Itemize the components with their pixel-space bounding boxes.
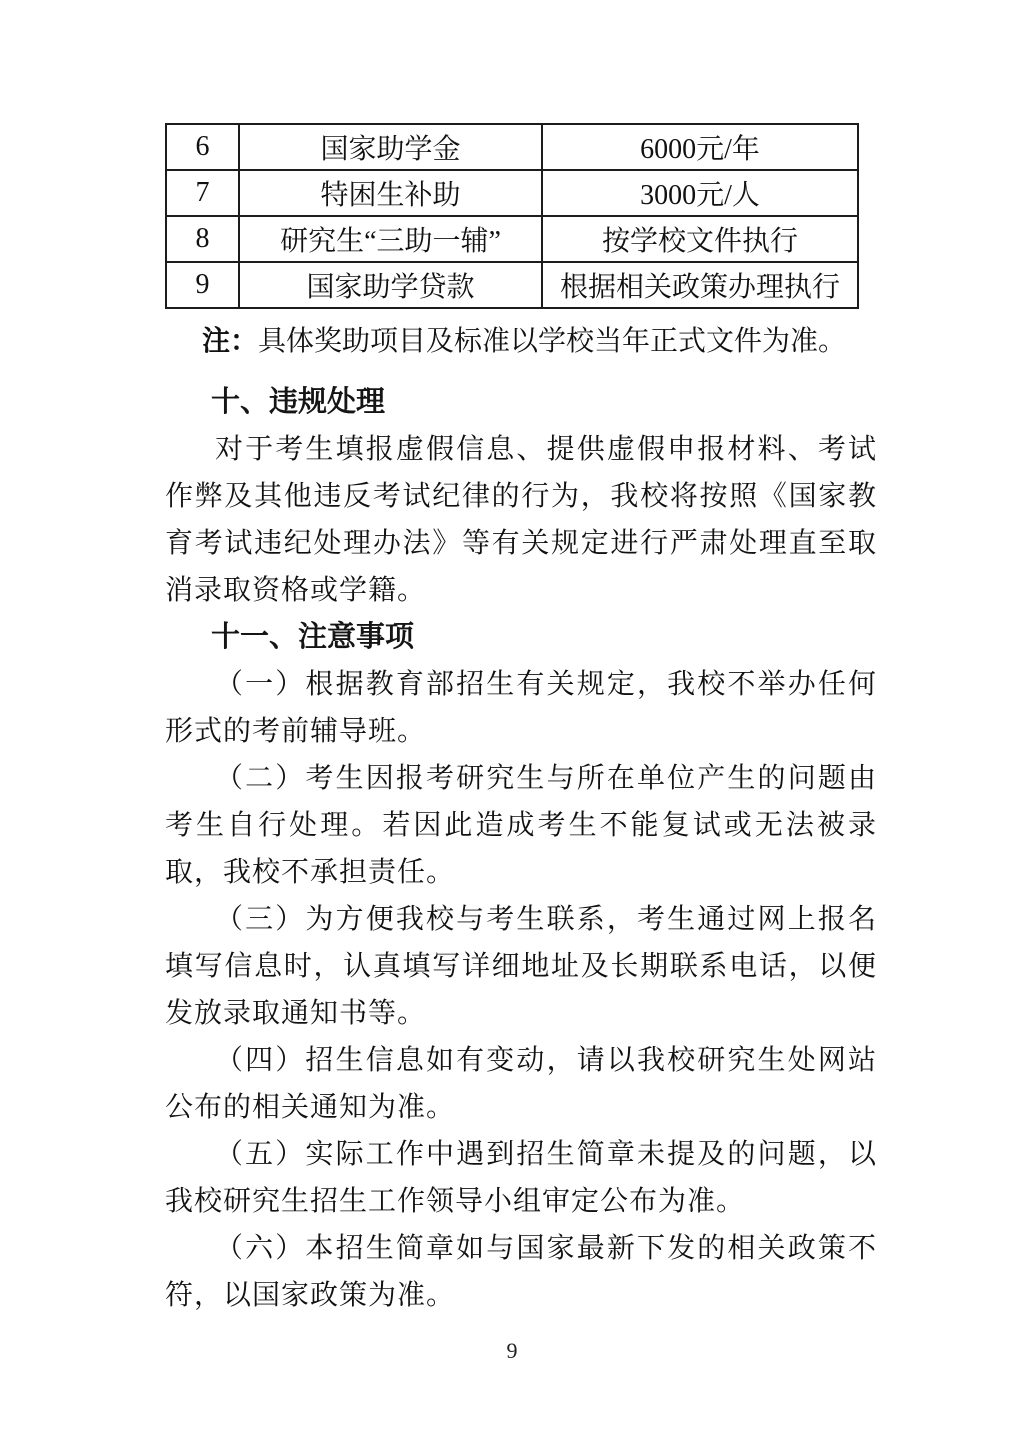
row-number: 7 [166,170,239,216]
row-number: 9 [166,262,239,308]
grant-amount: 根据相关政策办理执行 [542,262,858,308]
grant-amount: 3000元/人 [542,170,858,216]
table-note [165,317,877,365]
note-text: 具体奖助项目及标准以学校当年正式文件为准。 [258,326,847,357]
table-row [166,170,858,216]
page-number: 9 [506,1338,518,1363]
section-heading-notes: 十一、注意事项 [211,621,415,653]
grant-name: 特困生补助 [239,170,542,216]
note-label: 注： [202,325,259,356]
notes-item-6: （六）本招生简章如与国家最新下发的相关政策不符，以国家政策为准。 [165,1233,877,1311]
notes-item-2: （二）考生因报考研究生与所在单位产生的问题由考生自行处理。若因此造成考生不能复试或无法被录取，我校不承担责任。 [165,763,877,888]
grant-name: 研究生“三助一辅” [239,216,542,262]
table-row [166,124,858,170]
row-number: 8 [166,216,239,262]
grant-name: 国家助学贷款 [239,262,542,308]
notes-item-3: （三）为方便我校与考生联系，考生通过网上报名填写信息时，认真填写详细地址及长期联系电话，以便发放录取通知书等。 [165,904,877,1029]
violation-paragraph: 对于考生填报虚假信息、提供虚假申报材料、考试作弊及其他违反考试纪律的行为，我校将按照《国家教育考试违纪处理办法》等有关规定进行严肃处理直至取消录取资格或学籍。 [165,434,877,606]
page-content [165,123,877,1319]
notes-item-5: （五）实际工作中遇到招生简章未提及的问题，以我校研究生招生工作领导小组审定公布为准。 [165,1139,877,1217]
grant-name: 国家助学金 [239,124,542,170]
row-number: 6 [166,124,239,170]
section-heading-violation: 十、违规处理 [211,386,386,418]
grant-amount: 按学校文件执行 [542,216,858,262]
notes-item-1: （一）根据教育部招生有关规定，我校不举办任何形式的考前辅导班。 [165,669,877,747]
notes-item-4: （四）招生信息如有变动，请以我校研究生处网站公布的相关通知为准。 [165,1045,877,1123]
grant-amount: 6000元/年 [542,124,858,170]
grants-table [165,123,859,309]
table-row [166,216,858,262]
table-row [166,262,858,308]
